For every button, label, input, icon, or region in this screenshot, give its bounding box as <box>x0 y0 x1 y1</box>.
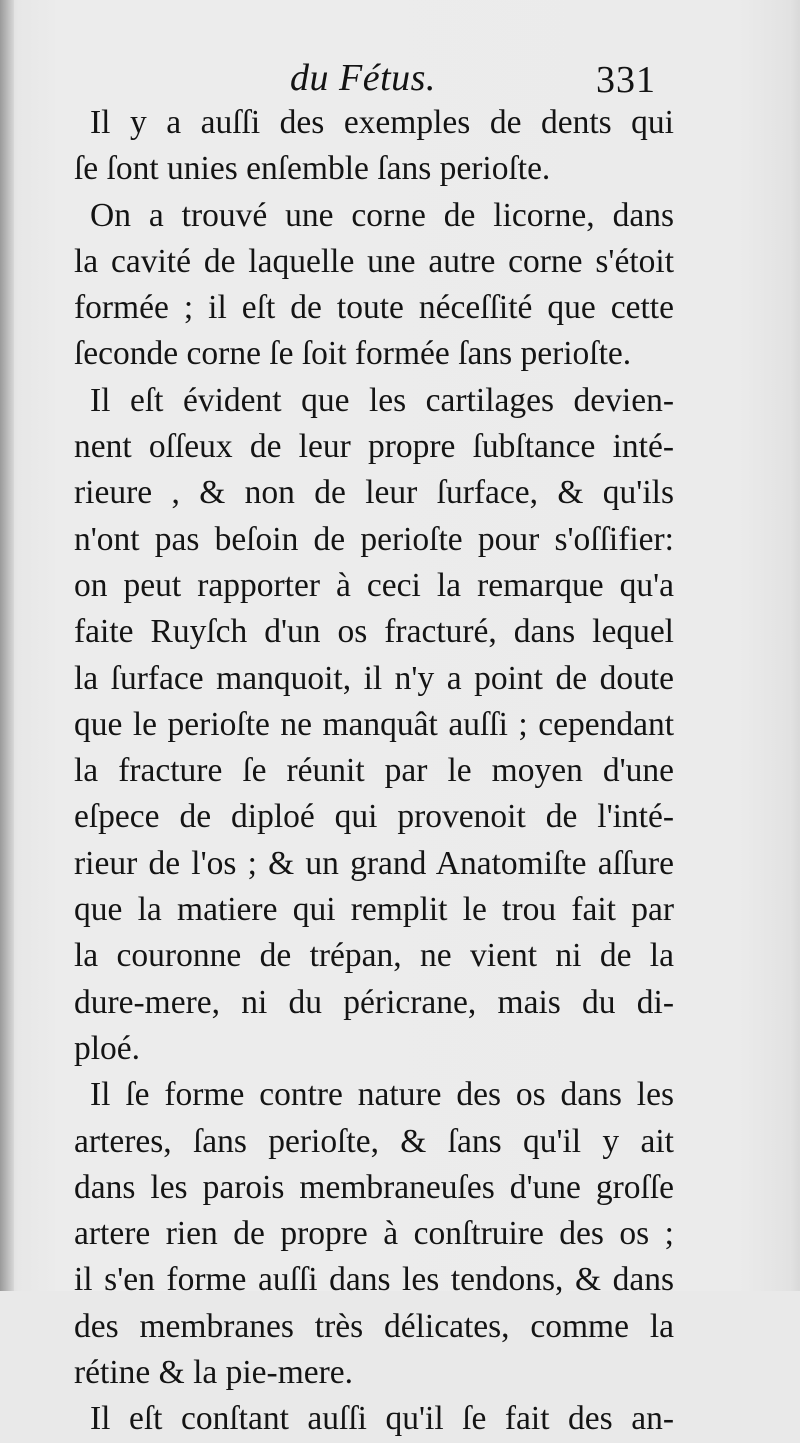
paragraph <box>74 1396 674 1442</box>
text-line: eſpece de diploé qui provenoit de l'inté- <box>74 798 674 836</box>
text-line: que le perioſte ne manquât auſſi ; cependant <box>74 705 674 743</box>
text-line: la couronne de trépan, ne vient ni de la <box>74 937 674 975</box>
text-line: artere rien de propre à conſtruire des os ; <box>74 1215 674 1253</box>
text-line: rieure , & non de leur ſurface, & qu'ils <box>74 474 674 512</box>
text-line: dans les parois membraneuſes d'une groſſe <box>74 1168 674 1206</box>
body-text <box>74 100 674 1443</box>
text-line: On a trouvé une corne de licorne, dans <box>90 196 674 234</box>
text-line: nent oſſeux de leur propre ſubſtance inté- <box>74 428 674 466</box>
text-line: ſeconde corne ſe ſoit formée ſans perioſte. <box>74 335 632 373</box>
text-line: la fracture ſe réunit par le moyen d'une <box>74 752 674 790</box>
text-line: la ſurface manquoit, il n'y a point de doute <box>74 659 674 697</box>
gutter-shadow <box>0 0 14 1291</box>
text-line: ploé. <box>74 1029 141 1067</box>
text-line: dure-mere, ni du péricrane, mais du di- <box>74 983 674 1021</box>
text-line: formée ; il eſt de toute néceſſité que cette <box>74 289 674 327</box>
running-title: du Fétus. <box>290 57 436 99</box>
text-line: il s'en forme auſſi dans les tendons, & dans <box>74 1261 674 1299</box>
text-line: n'ont pas beſoin de perioſte pour s'oſſifier: <box>74 520 674 558</box>
text-line: rieur de l'os ; & un grand Anatomiſte aſſure <box>74 844 674 882</box>
text-line: que la matiere qui remplit le trou fait par <box>74 891 674 929</box>
text-line: la cavité de laquelle une autre corne s'étoit <box>74 242 674 280</box>
paragraph <box>74 1072 674 1396</box>
paragraph <box>74 100 674 193</box>
text-line: Il eſt évident que les cartilages devien- <box>90 381 674 419</box>
text-line: des membranes très délicates, comme la <box>74 1307 674 1345</box>
text-line: ſe ſont unies enſemble ſans perioſte. <box>74 150 551 188</box>
paragraph <box>74 378 674 1072</box>
text-line: Il y a auſſi des exemples de dents qui <box>90 104 674 141</box>
text-line: Il eſt conſtant auſſi qu'il ſe fait des an- <box>90 1400 674 1438</box>
text-line: faite Ruyſch d'un os fracturé, dans lequel <box>74 613 674 651</box>
page-number: 331 <box>596 59 656 101</box>
text-line: arteres, ſans perioſte, & ſans qu'il y ait <box>74 1122 674 1160</box>
text-line: rétine & la pie-mere. <box>74 1354 354 1392</box>
text-line: on peut rapporter à ceci la remarque qu'a <box>74 566 674 604</box>
paragraph <box>74 193 674 378</box>
text-line: Il ſe forme contre nature des os dans les <box>90 1076 674 1114</box>
